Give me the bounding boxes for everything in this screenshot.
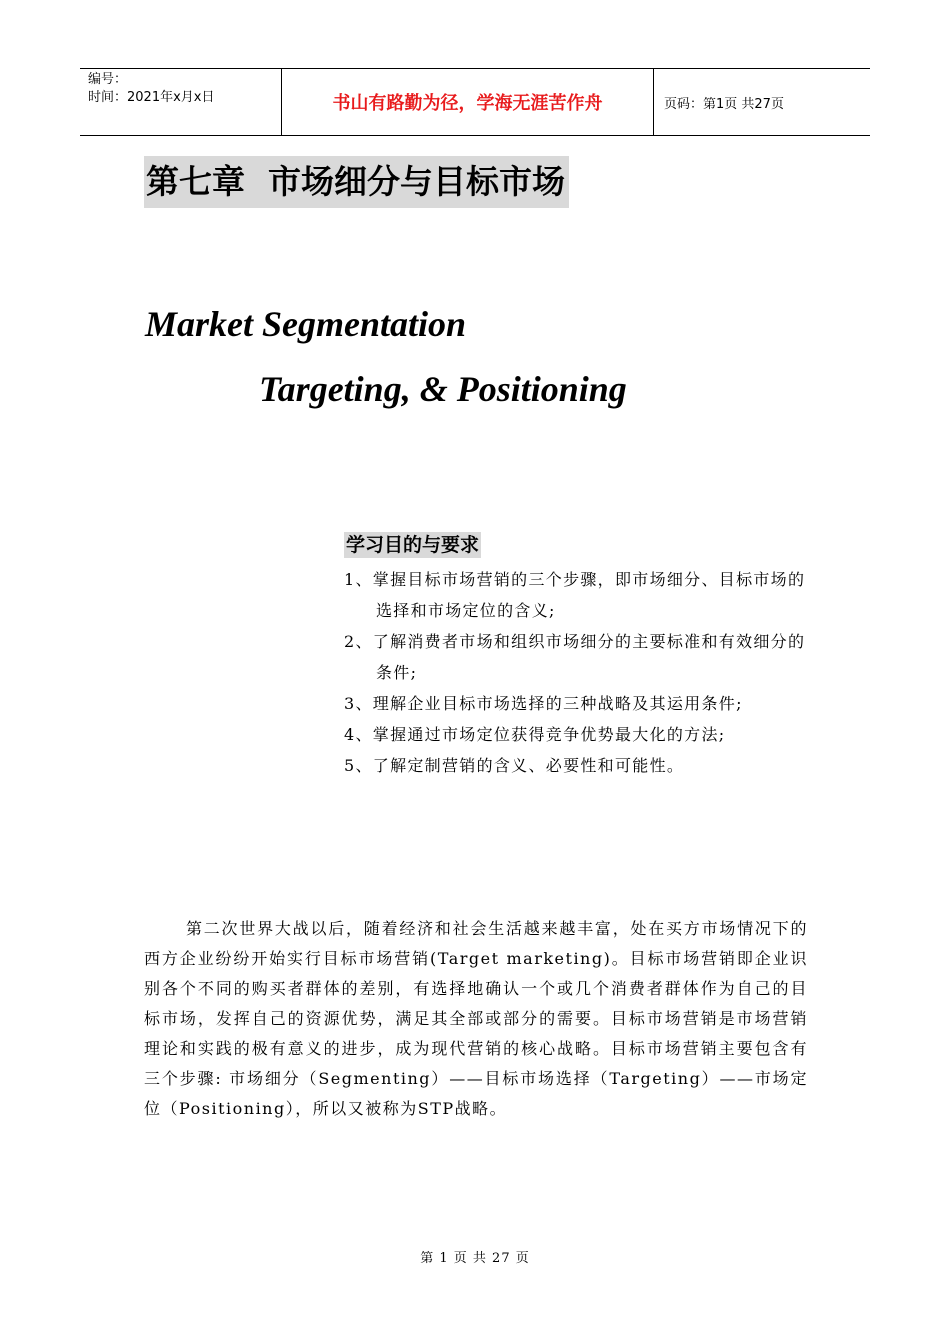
objectives-title: 学习目的与要求 [346, 534, 480, 556]
list-item: 3、理解企业目标市场选择的三种战略及其运用条件; [344, 694, 743, 713]
header-meta [80, 69, 282, 135]
chapter-title: 第七章 市场细分与目标市场 [144, 156, 569, 208]
list-item: 4、掌握通过市场定位获得竞争优势最大化的方法; [344, 725, 726, 744]
page-footer: 第 1 页 共 27 页 [420, 1251, 530, 1266]
english-title-line1: Market Segmentation [145, 304, 467, 344]
list-item: 2、了解消费者市场和组织市场细分的主要标准和有效细分的条件; [344, 632, 806, 682]
english-title-line2: Targeting, & Positioning [259, 369, 627, 409]
intro-paragraph: 第二次世界大战以后，随着经济和社会生活越来越丰富，处在买方市场情况下的西方企业纷纷开始实行目标市场营销(Target marketing)。目标市场营销即企业识别各个不同的购买者群体的差别，有选择地确认一个或几个消费者群体作为自己的目标市场，发挥自己的资源优势，满足其全部或部分的需要。目标市场营销是市场营销理论和实践的极有意义的进步，成为现代营销的核心战略。目标市场营销主要包含有三个步骤: 市场细分（Segmenting）——目标市场选择（Targeting）——市场定位（Positioning），所以又被称为STP战略。 [144, 919, 808, 1118]
header-page-label: 页码：第1页 共27页 [664, 96, 784, 112]
page-header [80, 68, 870, 136]
objectives-list [344, 564, 814, 781]
list-item: 1、掌握目标市场营销的三个步骤，即市场细分、目标市场的选择和市场定位的含义; [344, 570, 806, 620]
header-motto: 书山有路勤为径，学海无涯苦作舟 [282, 69, 654, 135]
list-item: 5、了解定制营销的含义、必要性和可能性。 [344, 756, 685, 775]
header-date-label: 时间：2021年x月x日 [88, 90, 215, 105]
header-number-label: 编号： [88, 72, 128, 87]
